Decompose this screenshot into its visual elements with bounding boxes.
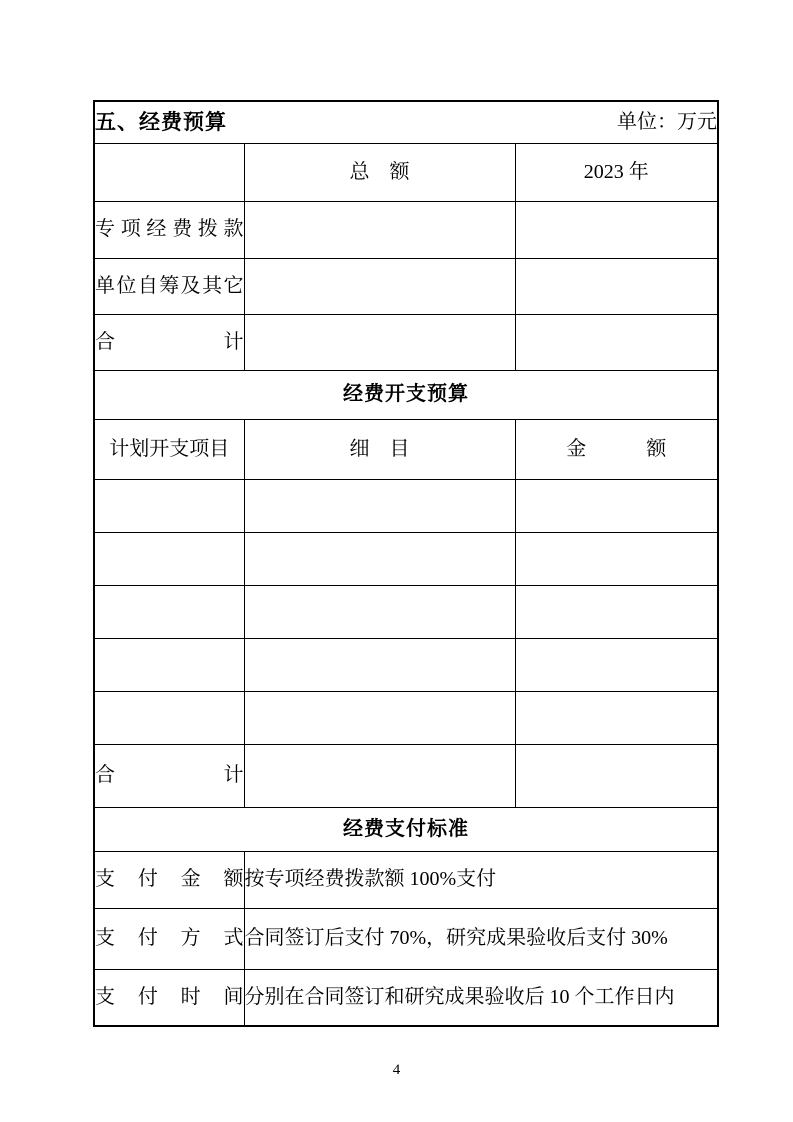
expense-detail-cell bbox=[244, 638, 515, 691]
expense-item-cell bbox=[94, 479, 244, 532]
expense-section-title: 经费开支预算 bbox=[94, 370, 718, 419]
summary-total-year-cell bbox=[515, 314, 718, 370]
section-title: 五、经费预算 bbox=[95, 110, 227, 135]
expense-empty-row bbox=[94, 638, 718, 691]
summary-label-total: 合计 bbox=[94, 314, 244, 370]
expense-detail-cell bbox=[244, 479, 515, 532]
expense-empty-row bbox=[94, 532, 718, 585]
expense-item-header: 计划开支项目 bbox=[94, 419, 244, 479]
expense-empty-row bbox=[94, 479, 718, 532]
payment-time-row bbox=[94, 969, 718, 1026]
expense-detail-header: 细 目 bbox=[244, 419, 515, 479]
expense-item-cell bbox=[94, 532, 244, 585]
expense-item-cell bbox=[94, 585, 244, 638]
payment-method-label: 支付方式 bbox=[94, 908, 244, 969]
expense-total-label: 合计 bbox=[94, 744, 244, 807]
expense-amount-cell bbox=[515, 532, 718, 585]
expense-amount-cell bbox=[515, 638, 718, 691]
budget-table bbox=[93, 100, 719, 1027]
expense-detail-cell bbox=[244, 585, 515, 638]
unit-label: 单位：万元 bbox=[617, 110, 717, 133]
expense-amount-cell bbox=[515, 479, 718, 532]
payment-time-label: 支付时间 bbox=[94, 969, 244, 1026]
expense-empty-row bbox=[94, 691, 718, 744]
summary-blank-cell bbox=[94, 143, 244, 201]
summary-row-self bbox=[94, 258, 718, 314]
summary-year-header: 2023 年 bbox=[515, 143, 718, 201]
expense-empty-row bbox=[94, 585, 718, 638]
summary-special-year-cell bbox=[515, 201, 718, 258]
summary-total-total-cell bbox=[244, 314, 515, 370]
payment-time-value: 分别在合同签订和研究成果验收后 10 个工作日内 bbox=[244, 969, 718, 1026]
summary-header-row bbox=[94, 143, 718, 201]
title-cell bbox=[94, 101, 718, 143]
payment-amount-row bbox=[94, 851, 718, 908]
expense-section-row bbox=[94, 370, 718, 419]
summary-self-total-cell bbox=[244, 258, 515, 314]
expense-amount-header: 金 额 bbox=[515, 419, 718, 479]
summary-total-header: 总 额 bbox=[244, 143, 515, 201]
payment-amount-label: 支付金额 bbox=[94, 851, 244, 908]
summary-row-special bbox=[94, 201, 718, 258]
expense-item-cell bbox=[94, 691, 244, 744]
summary-self-year-cell bbox=[515, 258, 718, 314]
expense-total-detail-cell bbox=[244, 744, 515, 807]
payment-section-title: 经费支付标准 bbox=[94, 807, 718, 851]
summary-label-self: 单位自筹及其它 bbox=[94, 258, 244, 314]
expense-item-cell bbox=[94, 638, 244, 691]
payment-section-row bbox=[94, 807, 718, 851]
expense-header-row bbox=[94, 419, 718, 479]
page-number: 4 bbox=[392, 1062, 401, 1078]
expense-amount-cell bbox=[515, 585, 718, 638]
expense-total-amount-cell bbox=[515, 744, 718, 807]
summary-label-special: 专项经费拨款 bbox=[94, 201, 244, 258]
summary-row-total bbox=[94, 314, 718, 370]
expense-amount-cell bbox=[515, 691, 718, 744]
payment-method-value: 合同签订后支付 70%，研究成果验收后支付 30% bbox=[244, 908, 718, 969]
payment-method-row bbox=[94, 908, 718, 969]
payment-amount-value: 按专项经费拨款额 100%支付 bbox=[244, 851, 718, 908]
expense-detail-cell bbox=[244, 532, 515, 585]
expense-total-row bbox=[94, 744, 718, 807]
table-title-row bbox=[94, 101, 718, 143]
expense-detail-cell bbox=[244, 691, 515, 744]
summary-special-total-cell bbox=[244, 201, 515, 258]
